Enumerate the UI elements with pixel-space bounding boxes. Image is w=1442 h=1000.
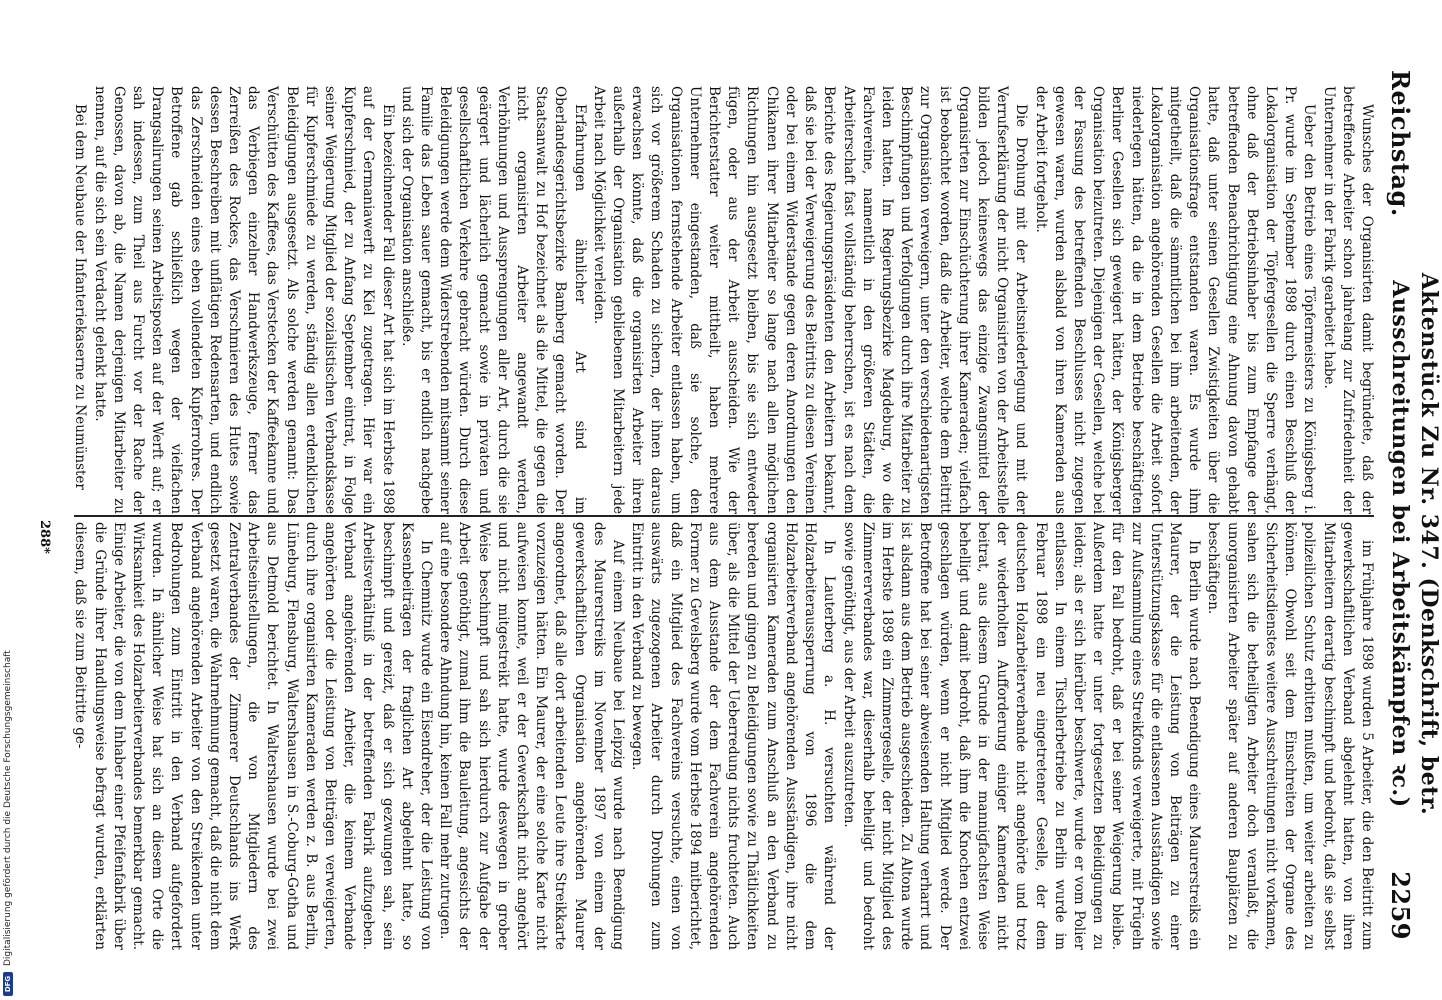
header-page-number: 2259: [1386, 871, 1415, 940]
paragraph: In Chemnitz wurde ein Eisendreher, der die Leistung von Kassenbeiträgen der fraglichen Art abgelehnt hatte, so beschimpft und gereizt, daß er sich gezwungen sah, sein Arbeitsverhältniß in der betreffenden Fabrik aufzugeben. Verband angehörenden Arbeiter, die keinem Verbande angehörten oder die Leistung von Beiträgen verweigerten, durch ihre organisirten Kameraden werden z. B. aus Berlin, Lüneburg, Flensburg, Waltershausen in S.-Coburg-Gotha und aus Detmold berichtet. In Waltershausen wurde bei zwei Arbeitseinstellungen, die von Mitgliedern des Zentralverbandes der Zimmerer Deutschlands ins Werk gesetzt waren, die Wahrnehmung gemacht, daß die nicht dem Verband angehörenden Arbeiter von den Streikenden unter Bedrohungen zum Eintritt in den Verband aufgefordert wurden. In ähnlicher Weise hat sich an diesem Orte die Wirksamkeit des Holzarbeiterverbandes bemerkbar gemacht. Einige Arbeiter, die von dem Inhaber einer Pfeifenfabrik über die Gründe ihrer Handlungsweise befragt wurden, erklärten diesem, daß sie zum Beitritte ge-: [72, 522, 435, 950]
text-column-left: [66, 86, 1376, 514]
paragraph: In Lauterberg a. H. versuchten während der Holzarbeiteraussperrung von 1896 die dem Holzarbeiterverband angehörenden Ausständigen, ihre nicht organisirten Kameraden zum Anschluß an den Verband zu bereden und gingen zu Beleidigungen sowie zu Thätlichkeiten über, als die Mittel der Ueberredung nichts fruchteten. Auch aus dem Ausstande der dem Fachverein angehörenden Former zu Gevelsberg wurde vom Herbste 1894 mitberichtet, daß ein Mitglied des Fachvereins versuchte, einen von auswärts zugezogenen Arbeiter durch Drohungen zum Eintritt in den Verband zu bewegen.: [629, 522, 838, 950]
credit-text: Digitalisierung gefördert durch die Deutsche Forschungsgemeinschaft: [3, 650, 13, 966]
paragraph: Die Drohung mit der Arbeitsniederlegung und mit der Verrufserklärung der nicht Organisirten von der Arbeitsstelle bilden jedoch keineswegs das einzige Zwangsmittel der Organisirten zur Einschüchterung ihrer Kameraden; vielfach ist beobachtet worden, daß die Arbeiter, welche dem Beitritt zur Organisation verweigern, unter den verschiedenartigsten Beschimpfungen und Verfolgungen durch ihre Mitarbeiter zu leiden hatten. Im Regierungsbezirke Magdeburg, wo die Fachvereine, namentlich in den größeren Städten, die Arbeiterschaft fast vollständig beherrschen, ist es nach dem Berichte des Regierungspräsidenten den Arbeitern bekannt, daß sie bei der Verweigerung des Beitritts zu diesen Vereinen oder bei einem Widerstande gegen deren Anordnungen den Chikanen ihrer Mitarbeiter so lange nach allen möglichen Richtungen hin ausgesetzt bleiben, bis sie sich entweder fügen, oder aus der Arbeit ausscheiden. Wie der Berichterstatter weiter mittheilt, haben mehrere Unternehmer eingestanden, daß sie solche, den Organisationen fernstehende Arbeiter entlassen haben, um sich vor größerem Schaden zu sichern, der ihnen daraus erwachsen könnte, daß die organisirten Arbeiter ihren außerhalb der Organisation gebliebenen Mitarbeitern jede Arbeit nach Möglichkeit verleiden.: [590, 86, 1030, 514]
paragraph: Ein bezeichnender Fall dieser Art hat sich im Herbste 1898 auf der Germaniawerft zu Kiel zugetragen. Hier war ein Kupferschmied, der zu Anfang September eintrat, in Folge seiner Weigerung Mitglied der sozialistischen Verbandskasse für Kupferschmiede zu werden, ständig allen erdenklichen Beleidigungen ausgesetzt. Als solche werden genannt: Das Verschütten des Kaffees, das Verstecken der Kaffeekanne und das Verbiegen einzelner Handwerkszeuge, ferner das Zerreißen des Rockes, das Verschmieren des Hutes sowie dessen Beschreiben mit unflätigen Redensarten, und endlich das Zerschneiden eines eben vollendeten Kupferrohres. Der Betroffene gab schließlich wegen der vielfachen Drangsalirungen seinen Arbeitsposten auf der Werft auf; er sah indessen, zum Theil aus Furcht vor der Rache der Genossen, davon ab, die Namen derjenigen Mitarbeiter zu nennen, auf die sich sein Verdacht gelenkt hatte.: [91, 86, 396, 514]
paragraph: Erfahrungen ähnlicher Art sind im Oberlandesgerichtsbezirke Bamberg gemacht worden. Der Staatsanwalt zu Hof bezeichnet als die Mittel, die gegen die nicht organisirten Arbeiter angewandt werden, Verhöhnungen und Aussprengungen aller Art, durch die sie geärgert und lächerlich gemacht sowie in privaten und gesellschaftlichen Verkehre gebracht würden. Durch diese Beleidigungen werde dem Widerstrebenden mitsammt seiner Familie das Leben sauer gemacht, bis er endlich nachgebe und sich der Organisation anschließe.: [398, 86, 588, 514]
paragraph: In Berlin wurde nach Beendigung eines Maurerstreiks ein Maurer, der die Leistung von Beiträgen zu einer Unterstützungskasse für die entlassenen Ausständigen sowie zur Aufsammlung eines Streikfonds verweigerte, mit Prügeln für den Fall bedroht, daß er bei seiner Weigerung bleibe. Außerdem hatte er unter fortgesetzten Beleidigungen zu leiden; als er sich hierüber beschwerte, wurde er vom Polier entlassen. In einem Tischlerbetriebe zu Berlin wurde im Februar 1898 ein neu eingetretener Geselle, der dem deutschen Holzarbeiterverbande nicht angehörte und trotz der wiederholten Aufforderung einiger Kameraden nicht beitrat, aus diesem Grunde in der mannigfachsten Weise behelligt und damit bedroht, daß ihm die Knochen entzwei geschlagen würden, wenn er nicht Mitglied werde. Der Betroffene hat bei seiner abweisenden Haltung verharrt und ist alsdann aus dem Betrieb ausgeschieden. Zu Altona wurde im Herbste 1898 ein Zimmergeselle, der nicht Mitglied des Zimmererverbandes war, dieserhalb behelligt und bedroht sowie genöthigt, aus der Arbeit auszutreten.: [840, 522, 1203, 950]
paragraph: Auf einem Neubaue bei Leipzig wurde nach Beendigung des Maurerstreiks im November 1897 von einem der gewerkschaftlichen Organisation angehörenden Maurer angeordnet, daß alle dort arbeitenden Leute ihre Streikkarte vorzuzeigen hätten. Ein Maurer, der eine solche Karte nicht aufweisen konnte, weil er der Gewerkschaft nicht angehört und nicht mitgestreikt hatte, wurde deswegen in grober Weise beschimpft und sah sich hierdurch zur Aufgabe der Arbeit genöthigt, zumal ihm die Bauleitung, angesichts der auf eine besondere Ahndung hin, keinen Fall mehr zutrugen.: [437, 522, 627, 950]
page-header: [1386, 70, 1442, 940]
paragraph: Bei dem Neubaue der Infanteriekaserne zu Neumünster: [72, 104, 89, 490]
dfg-logo-label: DFG: [4, 975, 12, 993]
paragraph: im Frühjahre 1898 wurden 5 Arbeiter, die den Beitritt zum gewerkschaftlichen Verband abgelehnt hatten, von ihren Mitarbeitern derartig beschimpft und bedroht, daß sie selbst polizeilichen Schutz erbitten mußten, um weiter arbeiten zu können. Obwohl seit dem Einschreiten der Organe des Sicherheitsdienstes weitere Ausschreitungen nicht vorkamen, sahen sich die betheiligten Arbeiter doch veranlaßt, die unorganisirten Arbeiter später auf anderen Bauplätzen zu beschäftigen.: [1205, 522, 1375, 950]
text-column-right: [66, 522, 1376, 950]
paragraph: Ueber den Betrieb eines Töpfermeisters zu Königsberg i. Pr. wurde im September 1898 durch einen Beschluß der Lokalorganisation der Töpfergesellen die Sperre verhängt, ohne daß der Betriebsinhaber bis zum Empfange der betreffenden Benachrichtigung eine Ahnung davon gehabt hatte, daß unter seinen Gesellen Zwistigkeiten über die Organisationsfrage entstanden waren. Es wurde ihm mitgetheilt, daß die sämmtlichen bei ihm arbeitenden, der Lokalorganisation angehörenden Gesellen die Arbeit sofort niederlegen hätten, da die in dem Betriebe beschäftigten Berliner Gesellen sich geweigert hätten, der Königsberger Organisation beizutreten. Diejenigen der Gesellen, welche bei der Fassung des betreffenden Beschlusses nicht zugegen gewesen waren, wurden alsbald von ihren Kameraden aus der Arbeit fortgeholt.: [1032, 86, 1318, 514]
header-left: Reichstag.: [1386, 70, 1415, 217]
paragraph: Wunsches der Organisirten damit begründete, daß der betreffende Arbeiter schon jahrelang zur Zufriedenheit der Unternehmer in der Fabrik gearbeitet habe.: [1320, 86, 1375, 514]
header-title: Aktenstück Zu Nr. 347. (Denkschrift, betr. Ausschreitungen bei Arbeitskämpfen ꝛc.): [1387, 272, 1442, 816]
column-divider: [74, 515, 1374, 517]
footer-page-mark: 288*: [37, 520, 52, 554]
